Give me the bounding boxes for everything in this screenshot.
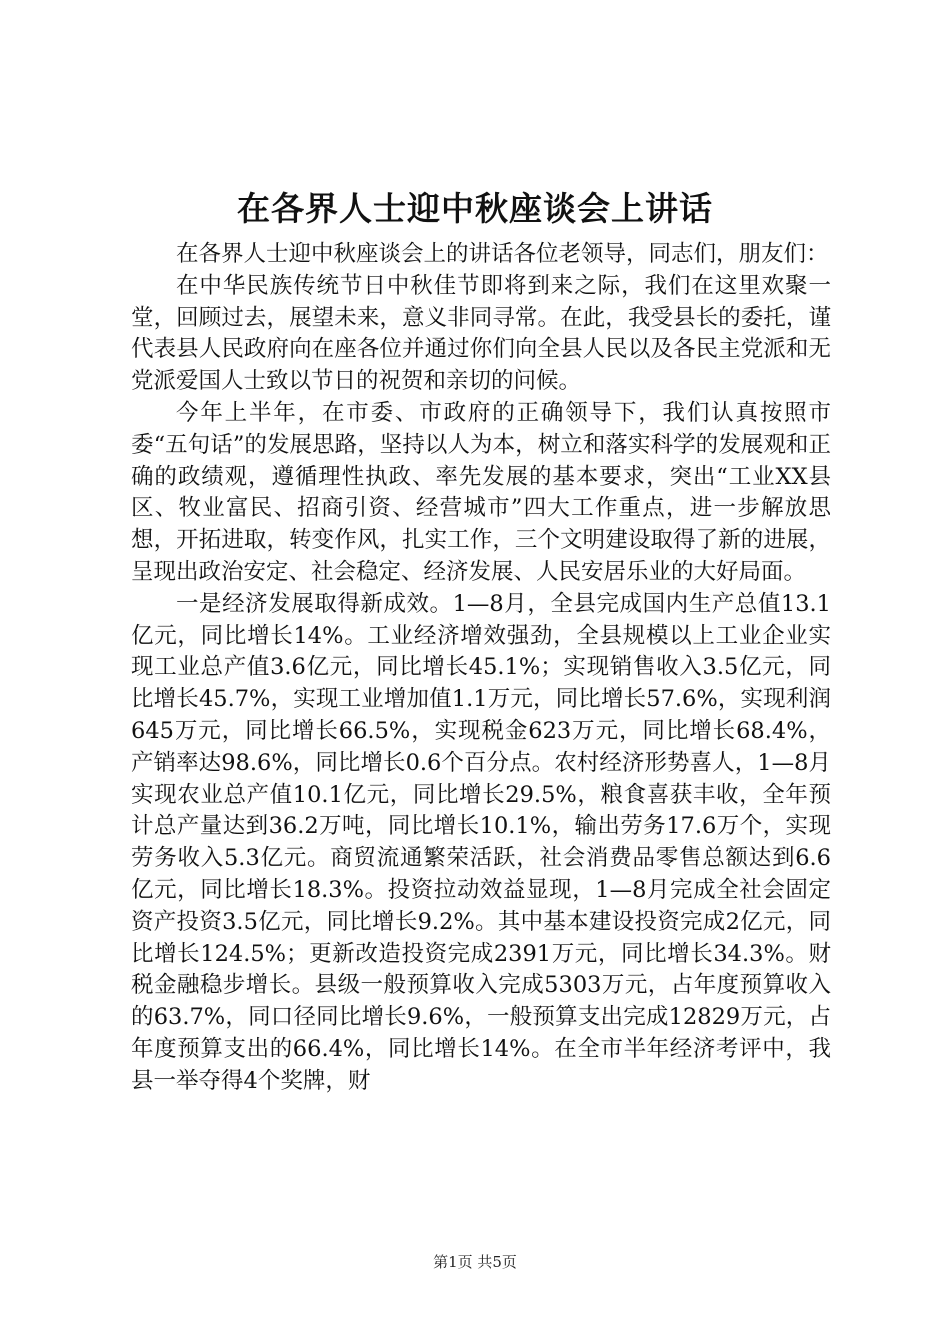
- paragraph-greeting: 在中华民族传统节日中秋佳节即将到来之际，我们在这里欢聚一堂，回顾过去，展望未来，意义非同寻常。在此，我受县长的委托，谨代表县人民政府向在座各位并通过你们向全县人民以及各民主党派和无党派爱国人士致以节日的祝贺和亲切的问候。: [131, 272, 831, 395]
- paragraph-overview: 今年上半年，在市委、市政府的正确领导下，我们认真按照市委“五句话”的发展思路，坚持以人为本，树立和落实科学的发展观和正确的政绩观，遵循理性执政、率先发展的基本要求，突出“工业XX县区、牧业富民、招商引资、经营城市”四大工作重点，进一步解放思想，开拓进取，转变作风，扎实工作，三个文明建设取得了新的进展，呈现出政治安定、社会稳定、经济发展、人民安居乐业的大好局面。: [131, 399, 831, 585]
- document-title: 在各界人士迎中秋座谈会上讲话: [237, 189, 713, 228]
- paragraph-salutation: 在各界人士迎中秋座谈会上的讲话各位老领导，同志们，朋友们：: [176, 241, 829, 267]
- document-body: [131, 239, 831, 1098]
- paragraph-economy: 一是经济发展取得新成效。1—8月，全县完成国内生产总值13.1亿元，同比增长14%。工业经济增效强劲，全县规模以上工业企业实现工业总产值3.6亿元，同比增长45.1%；实现销售收入3.5亿元，同比增长45.7%，实现工业增加值1.1万元，同比增长57.6%，实现利润645万元，同比增长66.5%，实现税金623万元，同比增长68.4%，产销率达98.6%，同比增长0.6个百分点。农村经济形势喜人，1—8月实现农业总产值10.1亿元，同比增长29.5%，粮食喜获丰收，全年预计总产量达到36.2万吨，同比增长10.1%，输出劳务17.6万个，实现劳务收入5.3亿元。商贸流通繁荣活跃，社会消费品零售总额达到6.6亿元，同比增长18.3%。投资拉动效益显现，1—8月完成全社会固定资产投资3.5亿元，同比增长9.2%。其中基本建设投资完成2亿元，同比增长124.5%；更新改造投资完成2391万元，同比增长34.3%。财税金融稳步增长。县级一般预算收入完成5303万元，占年度预算收入的63.7%，同口径同比增长9.6%，一般预算支出完成12829万元，占年度预算支出的66.4%，同比增长14%。在全市半年经济考评中，我县一举夺得4个奖牌，财: [131, 590, 831, 1094]
- page-footer: 第1页 共5页: [433, 1253, 517, 1271]
